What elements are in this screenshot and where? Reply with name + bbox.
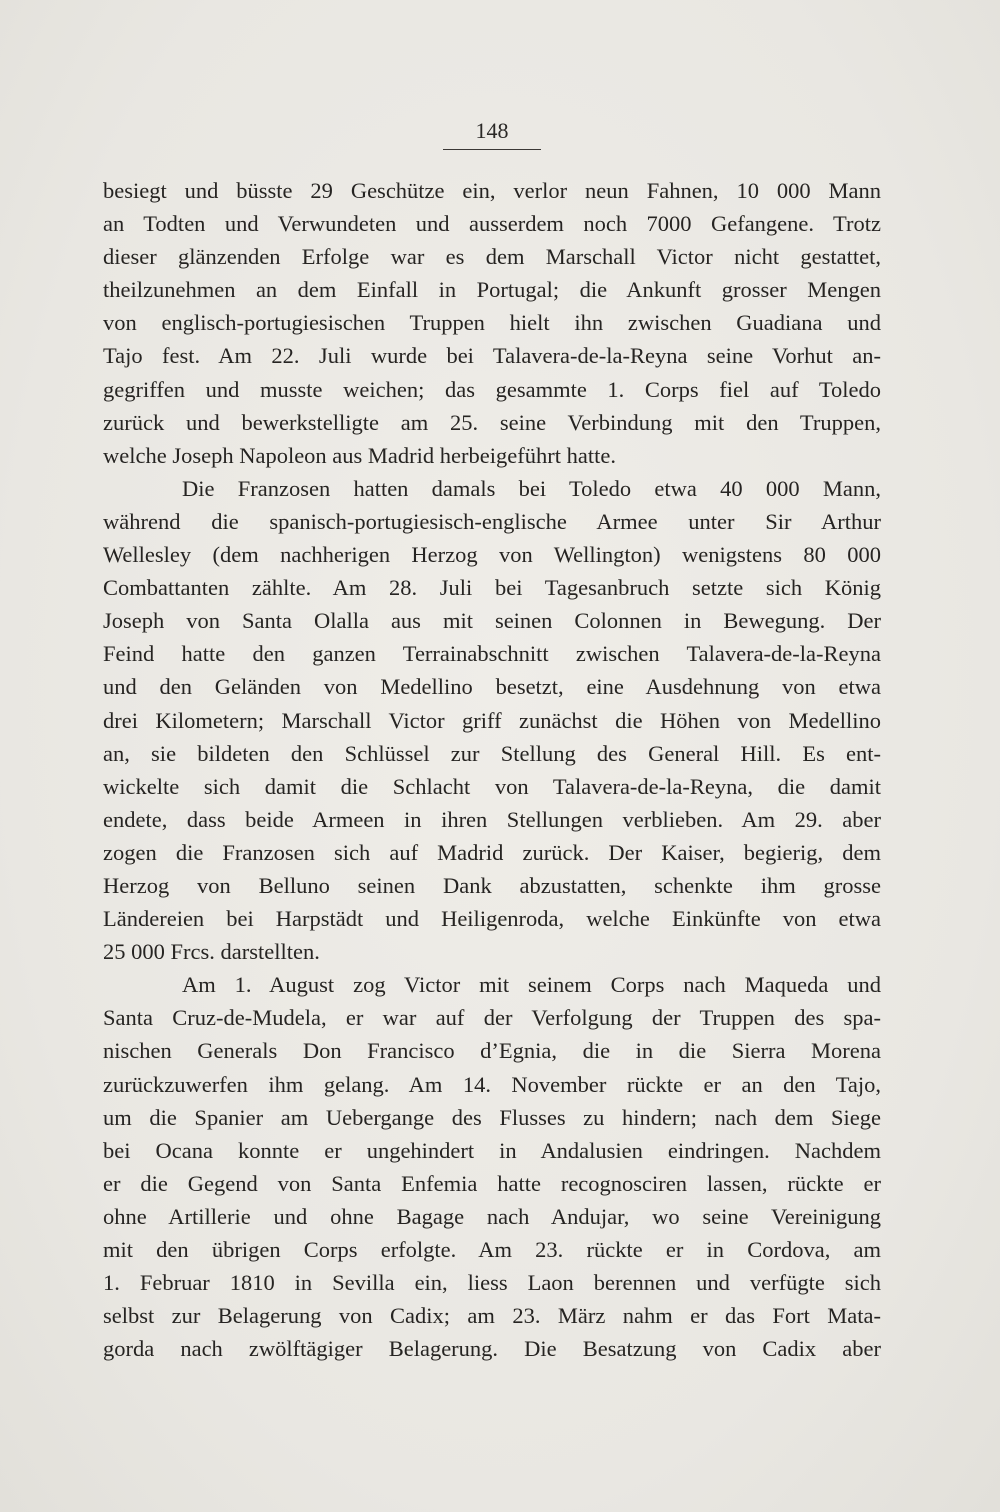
paragraph — [103, 472, 881, 968]
text-line: dieser glänzenden Erfolge war es dem Marschall Victor nicht gestattet, — [103, 244, 881, 270]
text-line: Ländereien bei Harpstädt und Heiligenroda, welche Einkünfte von etwa — [103, 906, 881, 932]
text-line: an Todten und Verwundeten und ausserdem noch 7000 Gefangene. Trotz — [103, 211, 881, 237]
text-line: Wellesley (dem nachherigen Herzog von Wellington) wenigstens 80 000 — [103, 542, 881, 568]
text-line: theilzunehmen an dem Einfall in Portugal; die Ankunft grosser Mengen — [103, 277, 881, 303]
text-line: Am 1. August zog Victor mit seinem Corps nach Maqueda und — [182, 972, 881, 998]
text-line: drei Kilometern; Marschall Victor griff zunächst die Höhen von Medellino — [103, 707, 881, 733]
text-line: ohne Artillerie und ohne Bagage nach Andujar, wo seine Vereinigung — [103, 1203, 881, 1229]
paragraph — [103, 968, 881, 1365]
paragraph — [103, 174, 881, 472]
page-number: 148 — [443, 117, 541, 150]
text-line: an, sie bildeten den Schlüssel zur Stellung des General Hill. Es ent- — [103, 740, 881, 766]
text-line: von englisch-portugiesischen Truppen hielt ihn zwischen Guadiana und — [103, 310, 881, 336]
text-line: während die spanisch-portugiesisch-englische Armee unter Sir Arthur — [103, 508, 881, 534]
text-line: Combattanten zählte. Am 28. Juli bei Tagesanbruch setzte sich König — [103, 575, 881, 601]
text-line: Die Franzosen hatten damals bei Toledo etwa 40 000 Mann, — [182, 475, 881, 501]
text-line: selbst zur Belagerung von Cadix; am 23. März nahm er das Fort Mata- — [103, 1303, 881, 1329]
text-line: Tajo fest. Am 22. Juli wurde bei Talavera-de-la-Reyna seine Vorhut an- — [103, 343, 881, 369]
text-line: Feind hatte den ganzen Terrainabschnitt zwischen Talavera-de-la-Reyna — [103, 641, 881, 667]
text-line: gegriffen und musste weichen; das gesammte 1. Corps fiel auf Toledo — [103, 376, 881, 402]
body-text — [103, 174, 881, 1365]
text-line: er die Gegend von Santa Enfemia hatte recognosciren lassen, rückte er — [103, 1170, 881, 1196]
text-line: wickelte sich damit die Schlacht von Talavera-de-la-Reyna, die damit — [103, 773, 881, 799]
text-line: endete, dass beide Armeen in ihren Stellungen verblieben. Am 29. aber — [103, 806, 881, 832]
text-line: 1. Februar 1810 in Sevilla ein, liess Laon berennen und verfügte sich — [103, 1270, 881, 1296]
text-line: Santa Cruz-de-Mudela, er war auf der Verfolgung der Truppen des spa- — [103, 1005, 881, 1031]
text-line: welche Joseph Napoleon aus Madrid herbeigeführt hatte. — [103, 442, 616, 468]
text-line: und den Geländen von Medellino besetzt, eine Ausdehnung von etwa — [103, 674, 881, 700]
text-line: gorda nach zwölftägiger Belagerung. Die Besatzung von Cadix aber — [103, 1336, 881, 1362]
text-line: nischen Generals Don Francisco d’Egnia, die in die Sierra Morena — [103, 1038, 881, 1064]
text-line: 25 000 Frcs. darstellten. — [103, 939, 320, 965]
text-line: besiegt und büsste 29 Geschütze ein, verlor neun Fahnen, 10 000 Mann — [103, 178, 881, 203]
text-line: Joseph von Santa Olalla aus mit seinen Colonnen in Bewegung. Der — [103, 608, 881, 634]
text-line: zurückzuwerfen ihm gelang. Am 14. November rückte er an den Tajo, — [103, 1071, 881, 1097]
text-line: mit den übrigen Corps erfolgte. Am 23. rückte er in Cordova, am — [103, 1237, 881, 1262]
text-line: zurück und bewerkstelligte am 25. seine Verbindung mit den Truppen, — [103, 409, 881, 435]
text-line: um die Spanier am Uebergange des Flusses zu hindern; nach dem Siege — [103, 1104, 881, 1130]
text-line: Herzog von Belluno seinen Dank abzustatten, schenkte ihm grosse — [103, 872, 881, 898]
text-line: zogen die Franzosen sich auf Madrid zurück. Der Kaiser, begierig, dem — [103, 839, 881, 865]
text-line: bei Ocana konnte er ungehindert in Andalusien eindringen. Nachdem — [103, 1137, 881, 1163]
